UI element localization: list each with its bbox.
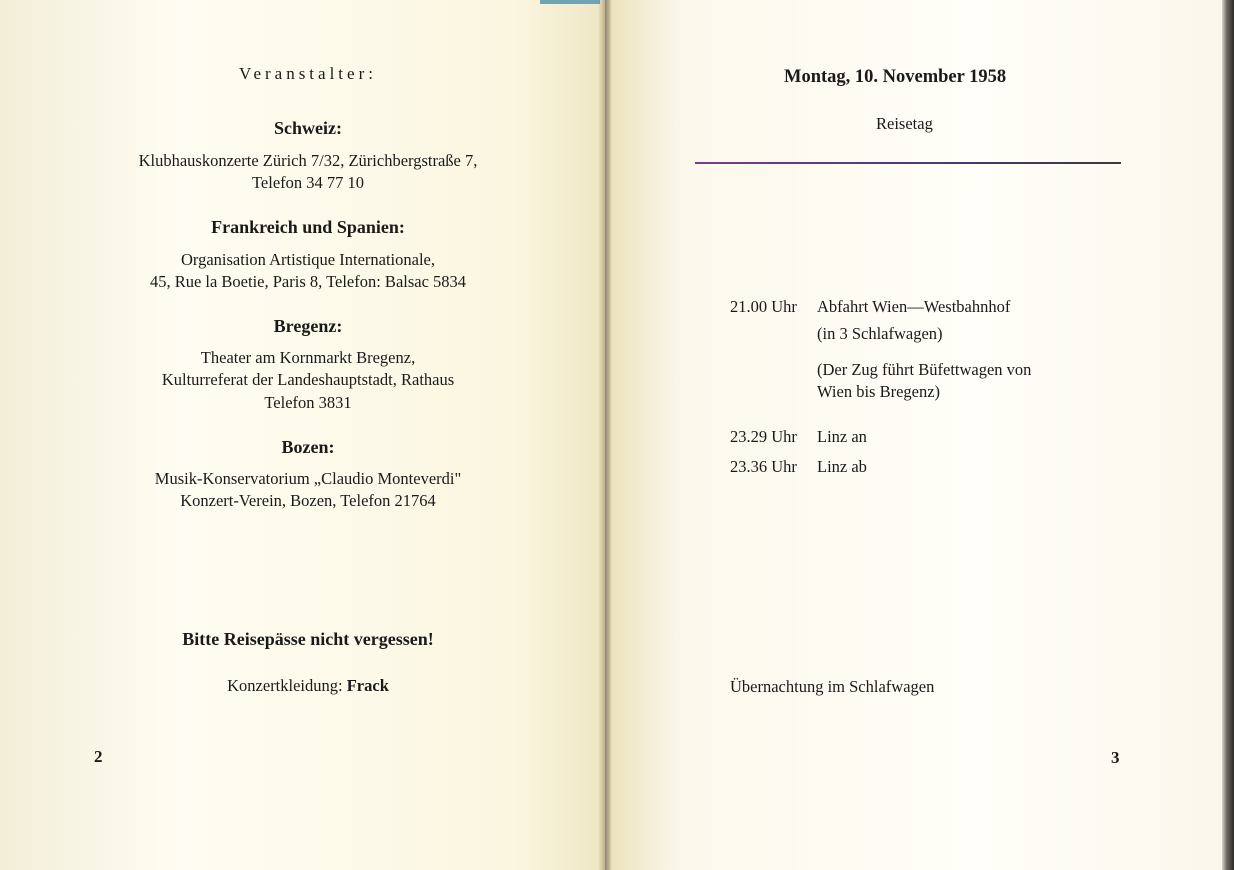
overnight-note: Übernachtung im Schlafwagen xyxy=(730,677,935,696)
section-line: 45, Rue la Boetie, Paris 8, Telefon: Balsac 5834 xyxy=(149,272,467,291)
schedule-time: 23.36 Uhr xyxy=(730,457,797,476)
schedule-text: (in 3 Schlafwagen) xyxy=(817,324,943,343)
section-title-frankreich: Frankreich und Spanien: xyxy=(211,217,405,237)
section-line: Telefon 34 77 10 xyxy=(251,173,365,192)
section-line: Musik-Konservatorium „Claudio Monteverdi" xyxy=(154,469,462,488)
dress-code xyxy=(0,675,616,697)
page-number-right: 3 xyxy=(1111,748,1120,767)
page-number-left: 2 xyxy=(94,747,103,766)
section-line: Klubhauskonzerte Zürich 7/32, Zürichbergstraße 7, xyxy=(138,151,478,170)
section-title-bozen: Bozen: xyxy=(281,437,335,457)
section-line: Konzert-Verein, Bozen, Telefon 21764 xyxy=(180,491,436,510)
schedule-text: Linz ab xyxy=(817,457,867,476)
schedule-text: (Der Zug führt Büfettwagen von xyxy=(817,360,1032,379)
organizers-heading: Veranstalter: xyxy=(239,64,377,83)
date-heading: Montag, 10. November 1958 xyxy=(784,67,1007,87)
schedule-time: 23.29 Uhr xyxy=(730,427,797,446)
schedule-time: 21.00 Uhr xyxy=(730,297,797,316)
section-line: Kulturreferat der Landeshauptstadt, Rathaus xyxy=(161,370,455,389)
day-subtitle: Reisetag xyxy=(876,114,933,133)
section-title-schweiz: Schweiz: xyxy=(274,118,342,138)
heading-rule xyxy=(695,162,1121,164)
schedule-text: Abfahrt Wien—Westbahnhof xyxy=(817,297,1011,316)
schedule-text: Wien bis Bregenz) xyxy=(817,382,941,401)
section-line: Theater am Kornmarkt Bregenz, xyxy=(200,348,416,367)
book-edge xyxy=(1222,0,1234,870)
dress-code-label: Konzertkleidung: xyxy=(227,676,343,695)
passport-reminder: Bitte Reisepässe nicht vergessen! xyxy=(182,629,434,649)
schedule-text: Linz an xyxy=(817,427,867,446)
section-line: Organisation Artistique Internationale, xyxy=(180,250,435,269)
section-title-bregenz: Bregenz: xyxy=(273,316,343,336)
dress-code-value: Frack xyxy=(346,676,389,695)
section-line: Telefon 3831 xyxy=(264,393,352,412)
binding-tab xyxy=(540,0,600,4)
